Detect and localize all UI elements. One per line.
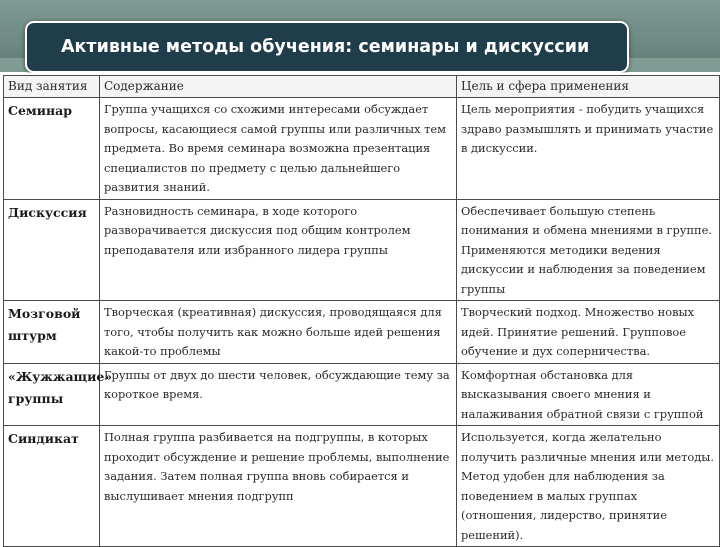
- row-content-cell: Полная группа разбивается на подгруппы, в которых проходит обсуждение и решение проблемы, выполнение задания. Затем полная группа вновь собирается и выслушивает мнения подгрупп: [100, 426, 457, 547]
- row-type-cell: Семинар: [4, 98, 100, 200]
- methods-table-container: [0, 73, 720, 542]
- table-row-buzz-groups: [4, 363, 720, 426]
- row-type-cell: «Жужжащие» группы: [4, 363, 100, 426]
- row-purpose-cell: Комфортная обстановка для высказывания своего мнения и налаживания обратной связи с группой: [457, 363, 720, 426]
- row-type-cell: Синдикат: [4, 426, 100, 547]
- table-row-seminar: [4, 98, 720, 200]
- row-purpose-cell: Используется, когда желательно получить различные мнения или методы. Метод удобен для наблюдения за поведением в малых группах (отношения, лидерство, принятие решений).: [457, 426, 720, 547]
- header-content: Содержание: [100, 76, 457, 98]
- table-row-syndicate: [4, 426, 720, 547]
- slide-title: Активные методы обучения: семинары и дискуссии: [61, 37, 590, 57]
- row-content-cell: Группа учащихся со схожими интересами обсуждает вопросы, касающиеся самой группы или различных тем предмета. Во время семинара возможна презентация специалистов по предмету с целью дальнейшего развития знаний.: [100, 98, 457, 200]
- header-type: Вид занятия: [4, 76, 100, 98]
- row-content-cell: Творческая (креативная) дискуссия, проводящаяся для того, чтобы получить как можно больше идей решения какой-то проблемы: [100, 301, 457, 364]
- slide-title-box: [25, 21, 629, 73]
- row-purpose-cell: Обеспечивает большую степень понимания и обмена мнениями в группе. Применяются методики ведения дискуссии и наблюдения за поведением группы: [457, 199, 720, 301]
- row-type-cell: Дискуссия: [4, 199, 100, 301]
- table-row-discussion: [4, 199, 720, 301]
- row-purpose-cell: Творческий подход. Множество новых идей. Принятие решений. Групповое обучение и дух соперничества.: [457, 301, 720, 364]
- methods-table: [3, 75, 720, 547]
- table-header-row: [4, 76, 720, 98]
- row-purpose-cell: Цель мероприятия - побудить учащихся здраво размышлять и принимать участие в дискуссии.: [457, 98, 720, 200]
- table-row-brainstorm: [4, 301, 720, 364]
- row-content-cell: Группы от двух до шести человек, обсуждающие тему за короткое время.: [100, 363, 457, 426]
- row-type-cell: Мозговой штурм: [4, 301, 100, 364]
- row-content-cell: Разновидность семинара, в ходе которого разворачивается дискуссия под общим контролем преподавателя или избранного лидера группы: [100, 199, 457, 301]
- header-purpose: Цель и сфера применения: [457, 76, 720, 98]
